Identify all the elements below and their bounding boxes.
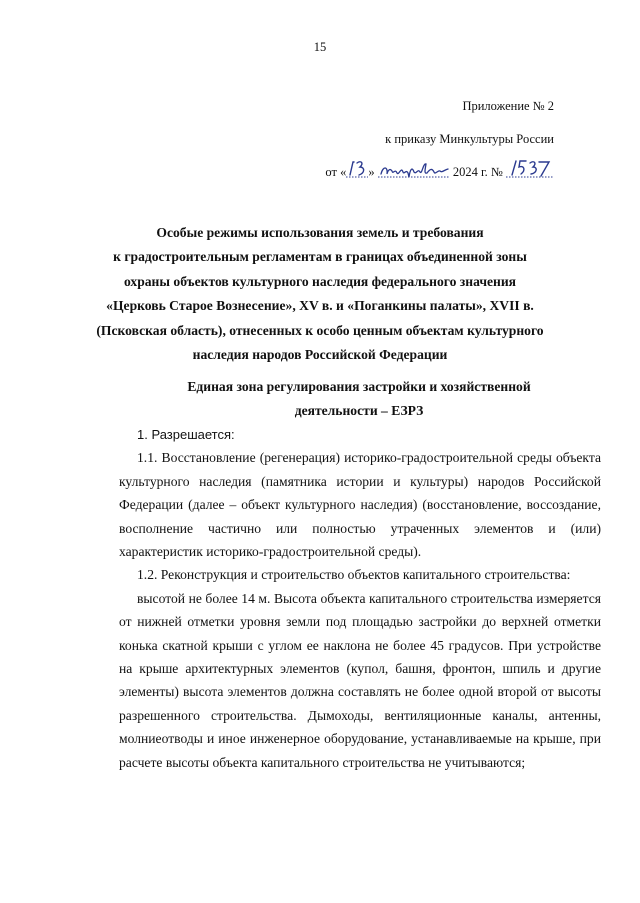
handwritten-month-strokes (378, 158, 450, 180)
document-title (60, 221, 580, 367)
section-heading (112, 375, 606, 423)
section-heading-line-1: Единая зона регулирования застройки и хозяйственной (187, 379, 531, 394)
date-mid: » (368, 165, 375, 179)
handwritten-number-strokes (506, 158, 554, 180)
appendix-line-2: к приказу Минкультуры России (385, 132, 554, 146)
title-line-6: наследия народов Российской Федерации (192, 347, 448, 363)
section-heading-line-2: деятельности – ЕЗРЗ (294, 403, 424, 418)
title-line-5: (Псковская область), отнесенных к особо ценным объектам культурного (96, 322, 544, 338)
appendix-header (294, 90, 554, 193)
handwritten-month (378, 158, 450, 193)
document-body (119, 423, 601, 774)
handwritten-number (506, 158, 554, 193)
appendix-line-1: Приложение № 2 (462, 99, 554, 113)
page-number: 15 (313, 40, 327, 54)
title-line-1: Особые режимы использования земель и требования (156, 225, 484, 240)
title-line-4: «Церковь Старое Вознесение», XV в. и «Поганкины палаты», XVII в. (106, 298, 534, 314)
appendix-line-3 (294, 156, 554, 193)
title-line-2: к градостроительным регламентам в границах объединенной зоны (113, 249, 527, 265)
handwritten-day (346, 158, 368, 193)
paragraph-1-1: 1.1. Восстановление (регенерация) историко-градостроительной среды объекта культурного наследия (памятника истории и культуры) народов Российской Федерации (далее – объект культурного наследия) (восстановление, воссоздание, восполнение частично или полностью утраченных элементов и (или) характеристик историко-градостроительной среды). (119, 450, 601, 560)
date-year: 2024 г. № (452, 165, 503, 179)
date-prefix: от « (325, 165, 347, 179)
handwritten-day-strokes (346, 158, 368, 180)
paragraph-1-2: 1.2. Реконструкция и строительство объектов капитального строительства: (137, 567, 571, 583)
title-line-3: охраны объектов культурного наследия федерального значения (123, 273, 517, 289)
paragraph-height: высотой не более 14 м. Высота объекта капитального строительства измеряется от нижней отметки уровня земли под площадью застройки до верхней отметки конька скатной крыши с углом ее наклона не более 45 градусов. При устройстве на крыше архитектурных элементов (купол, башня, фронтон, шпиль и другие элементы) высота элементов должна составлять не более одной второй от высоты разрешенного строительства. Дымоходы, вентиляционные каналы, антенны, молниеотводы и иное инженерное оборудование, устанавливаемые на крыше, при расчете высоты объекта капитального строительства не учитываются; (119, 590, 601, 770)
paragraph-permitted: 1. Разрешается: (137, 427, 235, 442)
